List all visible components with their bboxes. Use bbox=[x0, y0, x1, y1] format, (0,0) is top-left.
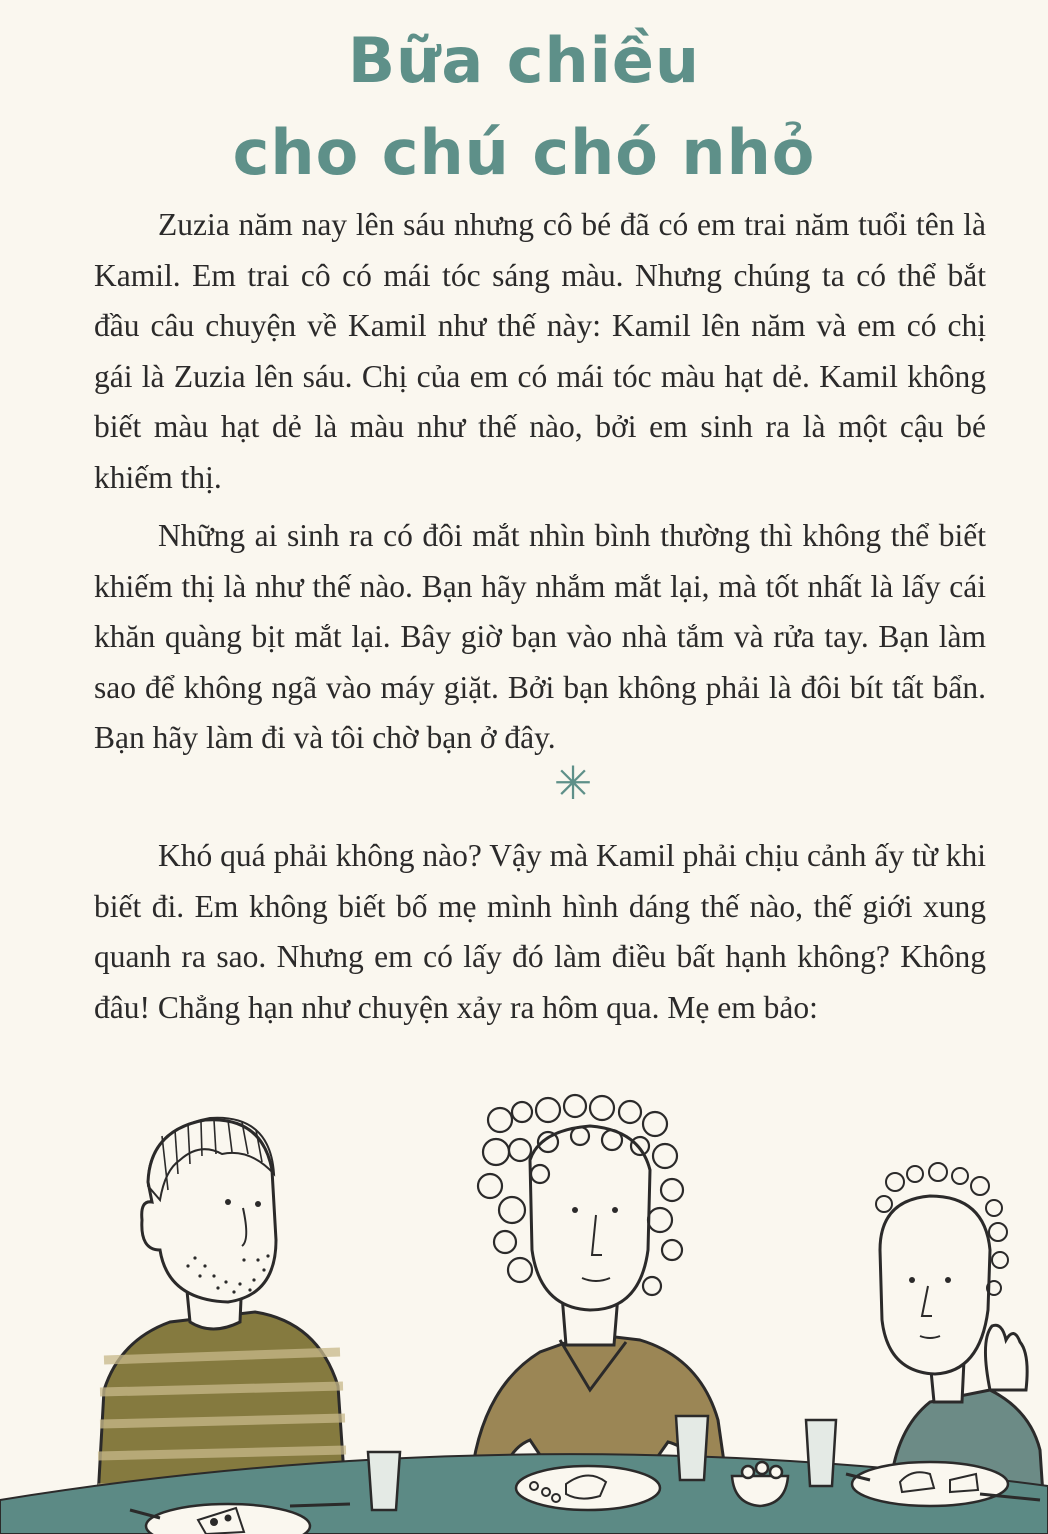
paragraph-1: Zuzia năm nay lên sáu nhưng cô bé đã có em trai năm tuổi tên là Kamil. Em trai cô có mái tóc sáng màu. Nhưng chúng ta có thể bắt đầu câu chuyện về Kamil như thế này: Kamil lên năm và em có chị gái là Zuzia lên sáu. Chị của em có mái tóc màu hạt dẻ. Kamil không biết màu hạt dẻ là màu như thế nào, bởi em sinh ra là một cậu bé khiếm thị. bbox=[94, 207, 986, 495]
family-dinner-illustration bbox=[0, 1090, 1048, 1534]
chapter-title-line-1: Bữa chiều bbox=[347, 24, 701, 97]
paragraph-3: Khó quá phải không nào? Vậy mà Kamil phải chịu cảnh ấy từ khi biết đi. Em không biết bố mẹ mình hình dáng thế nào, thế giới xung quanh ra sao. Nhưng em có lấy đó làm điều bất hạnh không? Không đâu! Chẳng hạn như chuyện xảy ra hôm qua. Mẹ em bảo: bbox=[94, 838, 986, 1025]
child-figure bbox=[876, 1163, 1044, 1510]
chapter-title-line-2: cho chú chó nhỏ bbox=[232, 116, 816, 189]
child-head bbox=[880, 1196, 990, 1374]
father-head bbox=[142, 1120, 276, 1302]
mother-head bbox=[530, 1126, 650, 1310]
section-separator-asterisk: ✳ bbox=[553, 756, 593, 810]
paragraph-2: Những ai sinh ra có đôi mắt nhìn bình thường thì không thể biết khiếm thị là như thế nào. Bạn hãy nhắm mắt lại, mà tốt nhất là lấy cái khăn quàng bịt mắt lại. Bây giờ bạn vào nhà tắm và rửa tay. Bạn làm sao để không ngã vào máy giặt. Bởi bạn không phải là đôi bít tất bẩn. Bạn hãy làm đi và tôi chờ bạn ở đây. bbox=[94, 518, 986, 756]
